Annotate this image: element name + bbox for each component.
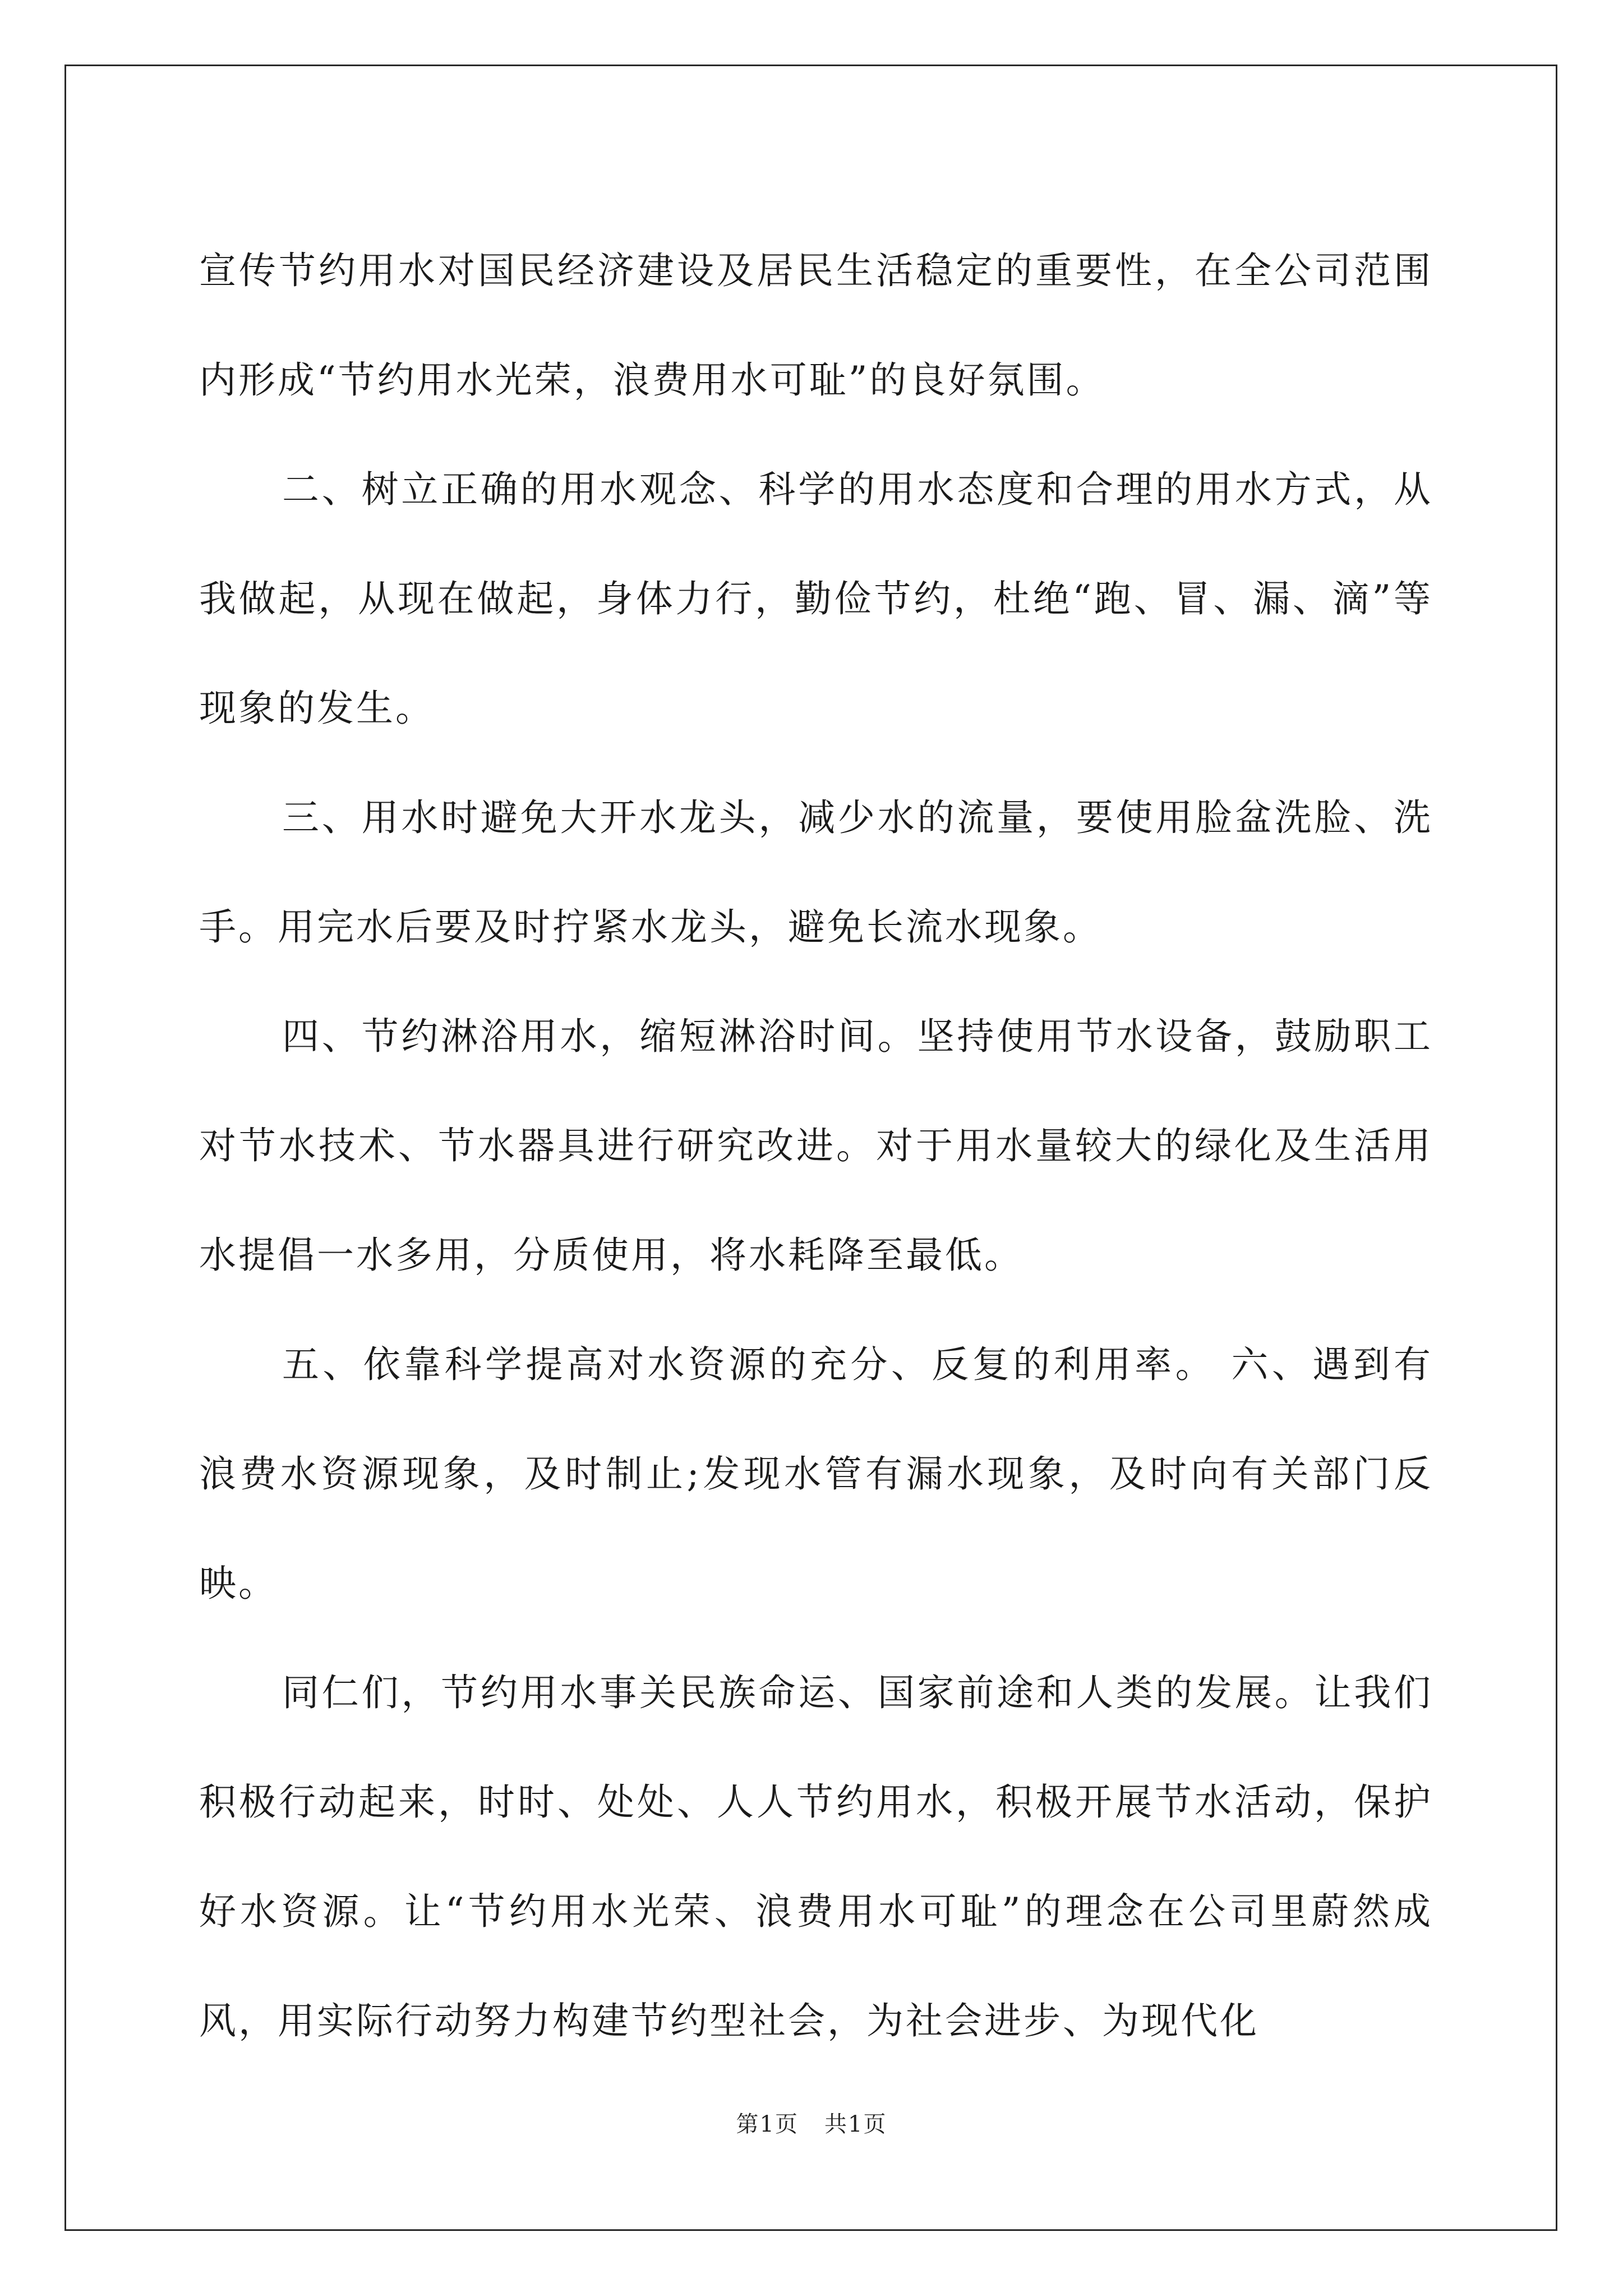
paragraph-2: 二、树立正确的用水观念、科学的用水态度和合理的用水方式，从我做起，从现在做起，身体力行，勤俭节约，杜绝“跑、冒、漏、滴”等现象的发生。: [199, 468, 1433, 730]
document-body: [199, 216, 1433, 2076]
page-number: 第1页: [736, 2111, 799, 2137]
page-footer: [0, 2106, 1623, 2138]
page-total: 共1页: [824, 2111, 887, 2137]
paragraph-5: 五、依靠科学提高对水资源的充分、反复的利用率。 六、遇到有浪费水资源现象，及时制止;发现水管有漏水现象，及时向有关部门反映。: [199, 1343, 1433, 1605]
paragraph-6: 同仁们，节约用水事关民族命运、国家前途和人类的发展。让我们积极行动起来，时时、处处、人人节约用水，积极开展节水活动，保护好水资源。让“节约用水光荣、浪费用水可耻”的理念在公司里蔚然成风，用实际行动努力构建节约型社会，为社会进步、为现代化: [199, 1671, 1433, 2042]
paragraph-4: 四、节约淋浴用水，缩短淋浴时间。坚持使用节水设备，鼓励职工对节水技术、节水器具进行研究改进。对于用水量较大的绿化及生活用水提倡一水多用，分质使用，将水耗降至最低。: [199, 1015, 1433, 1277]
paragraph-1: 宣传节约用水对国民经济建设及居民生活稳定的重要性，在全公司范围内形成“节约用水光荣，浪费用水可耻”的良好氛围。: [199, 249, 1433, 402]
paragraph-3: 三、用水时避免大开水龙头，减少水的流量，要使用脸盆洗脸、洗手。用完水后要及时拧紧水龙头，避免长流水现象。: [199, 796, 1433, 949]
